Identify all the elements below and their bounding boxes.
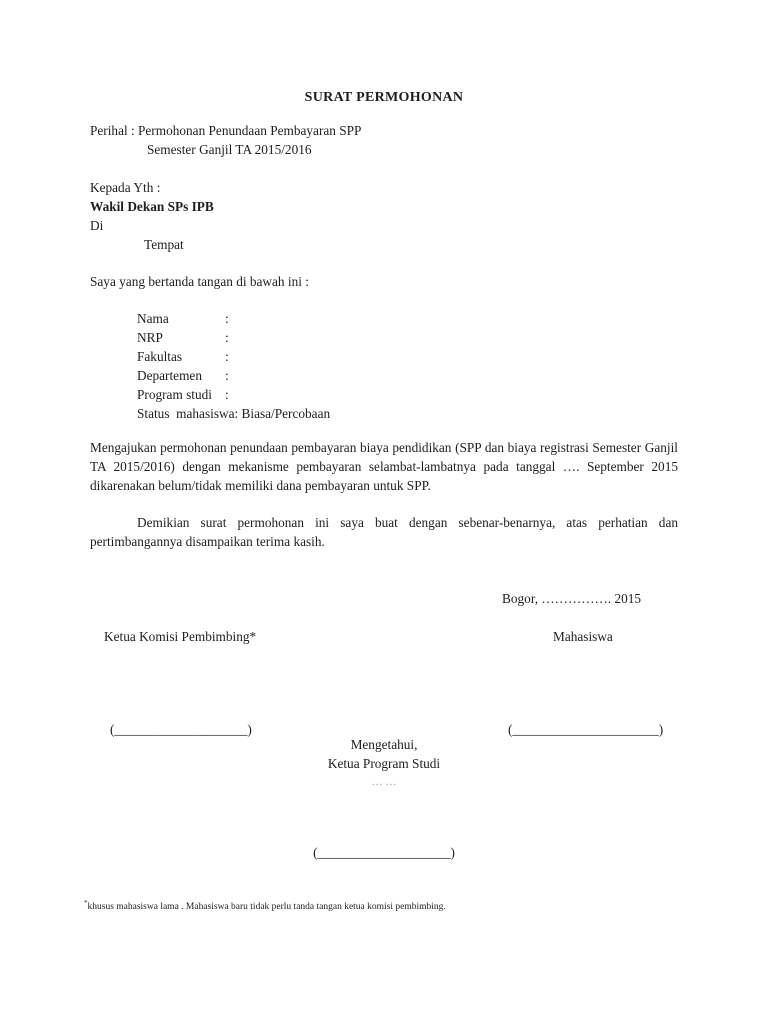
field-colon: :: [225, 311, 229, 326]
body-paragraph: Mengajukan permohonan penundaan pembayaran biaya pendidikan (SPP dan biaya registrasi Semester Ganjil TA 2015/2016) dengan mekanisme pembayaran selambat-lambatnya pada tanggal …. September 2015 dikarenakan belum/tidak memiliki dana pembayaran untuk SPP.: [90, 440, 678, 493]
recipient-block: [90, 178, 678, 254]
field-label: Fakultas: [137, 349, 183, 364]
field-label: Departemen: [137, 368, 202, 383]
recipient-di: Di: [90, 218, 104, 233]
subject-line-2: Semester Ganjil TA 2015/2016: [147, 142, 312, 157]
field-label: Program studi: [137, 387, 212, 402]
letter-title: SURAT PERMOHONAN: [304, 90, 464, 105]
subject-block: [90, 121, 678, 159]
acknowledgement-block: [0, 735, 768, 792]
footnote-text: khusus mahasiswa lama . Mahasiswa baru tidak perlu tanda tangan ketua komisi pembimbing.: [87, 902, 446, 912]
field-colon: :: [225, 368, 229, 383]
recipient-place: Tempat: [144, 237, 184, 252]
date-line: Bogor, ……………. 2015: [502, 591, 642, 606]
field-label: NRP: [137, 330, 163, 345]
subject-line-1: Perihal : Permohonan Penundaan Pembayaran SPP: [90, 123, 362, 138]
footnote: [84, 898, 684, 913]
identity-fields: [137, 309, 678, 423]
field-row-departemen: [137, 366, 678, 385]
field-colon: :: [225, 387, 229, 402]
field-row-nrp: [137, 328, 678, 347]
closing-paragraph: Demikian surat permohonan ini saya buat dengan sebenar-benarnya, atas perhatian dan pertimbangannya disampaikan terima kasih.: [90, 515, 678, 549]
field-row-program-studi: [137, 385, 678, 404]
left-signer-role: Ketua Komisi Pembimbing*: [104, 629, 257, 644]
footnote-marker: *: [84, 898, 88, 907]
right-signature-line: (______________________): [508, 722, 664, 737]
ack-role: Ketua Program Studi: [327, 756, 441, 771]
field-row-status-mahasiswa: Status mahasiswa: Biasa/Percobaan: [137, 406, 331, 421]
field-colon: :: [225, 330, 229, 345]
left-signature-line: (____________________): [110, 722, 252, 737]
recipient-salutation: Kepada Yth :: [90, 180, 161, 195]
opening-line: Saya yang bertanda tangan di bawah ini :: [90, 274, 309, 289]
ack-dots: … …: [371, 776, 397, 788]
field-row-nama: [137, 309, 678, 328]
field-colon: :: [225, 349, 229, 364]
field-row-fakultas: [137, 347, 678, 366]
field-label: Nama: [137, 311, 169, 326]
right-signer-role: Mahasiswa: [553, 629, 613, 644]
ack-signature-line: (____________________): [313, 845, 455, 860]
ack-label: Mengetahui,: [350, 737, 418, 752]
recipient-name: Wakil Dekan SPs IPB: [90, 199, 214, 214]
